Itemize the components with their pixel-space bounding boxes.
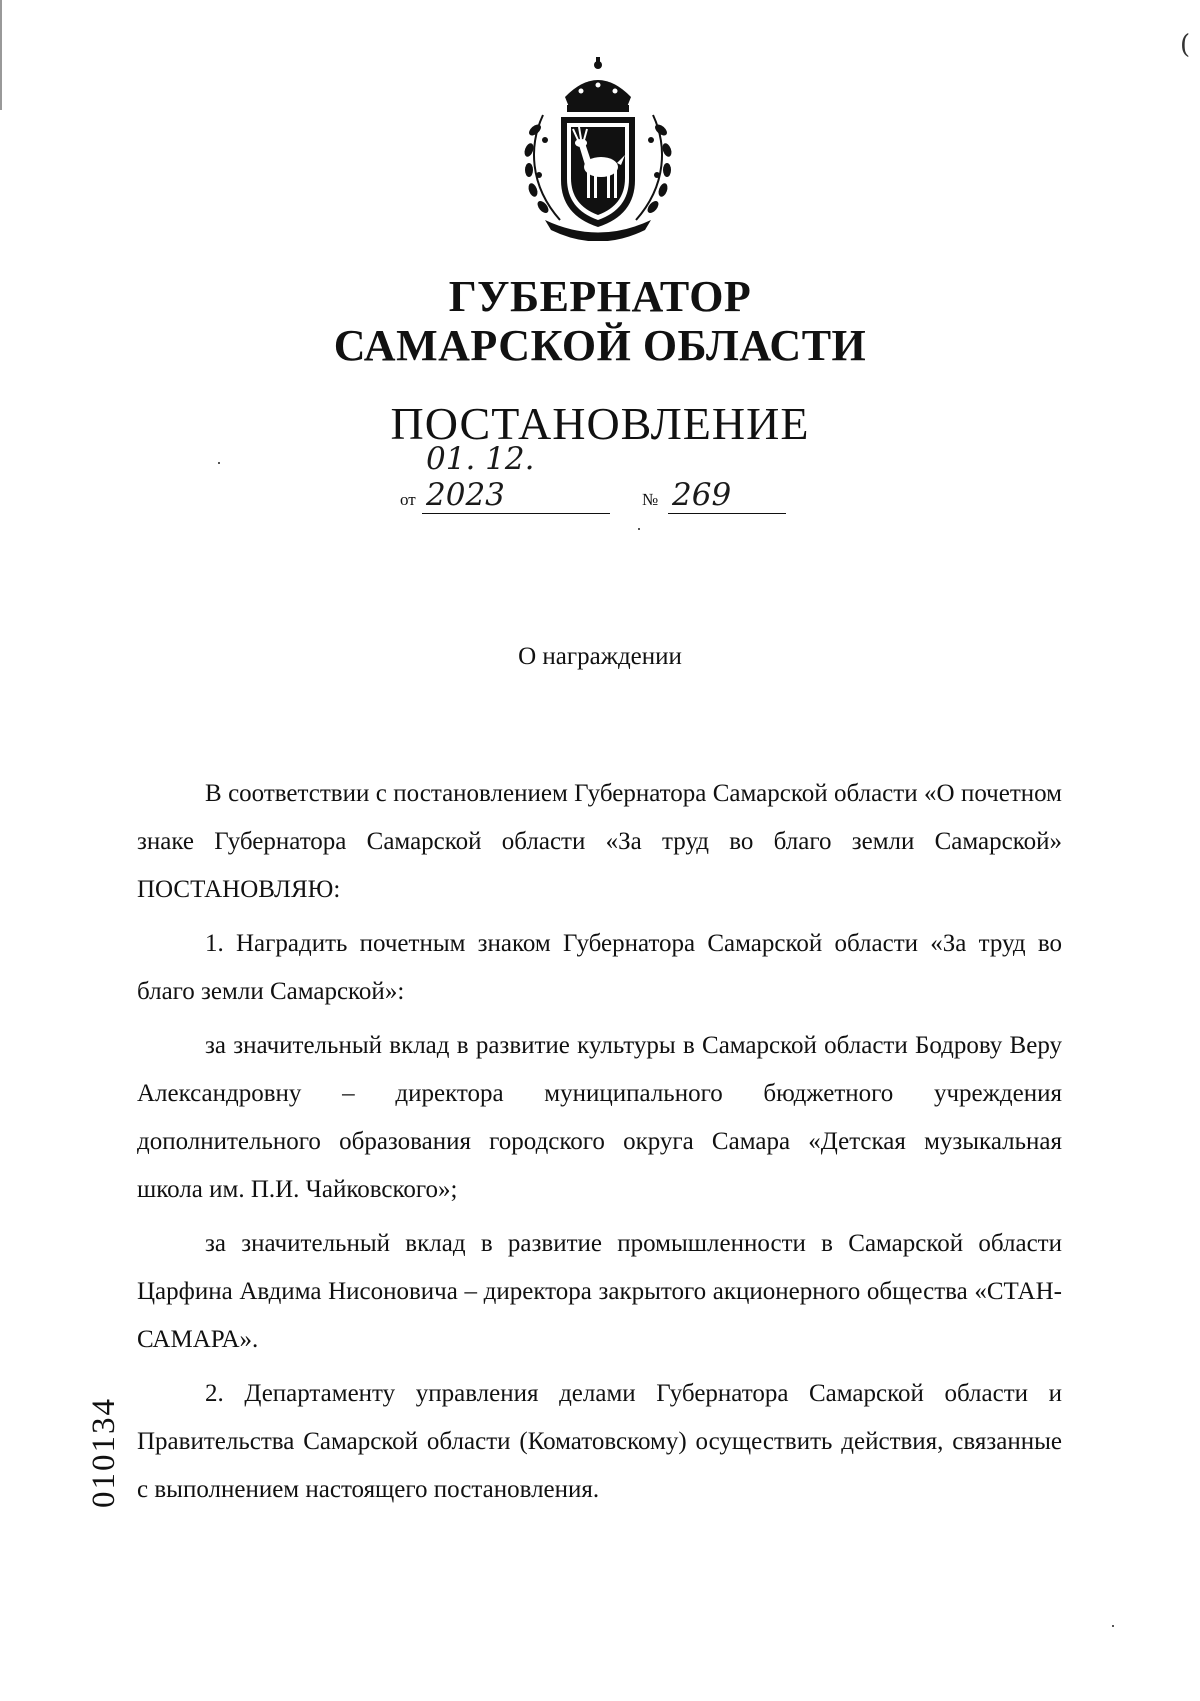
number-value: 269 — [668, 477, 786, 514]
document-subject: О награждении — [518, 643, 682, 670]
item2-paragraph: 2. Департаменту управления делами Губернатора Самарской области и Правительства Самарской области (Коматовскому) осуществить действия, связанные с выполнением настоящего постановления. — [137, 1380, 1062, 1503]
date-value: 01. 12. 2023 — [422, 441, 610, 514]
scan-speck — [1112, 1625, 1114, 1627]
number-label: № — [642, 490, 659, 509]
document-body — [137, 770, 1062, 1514]
serial-number: 010134 — [86, 1397, 122, 1508]
scan-speck — [638, 528, 640, 530]
corner-pen-mark: ( — [1180, 30, 1191, 60]
date-label: от — [400, 490, 416, 509]
item1-paragraph: 1. Наградить почетным знаком Губернатора Самарской области «За труд во благо земли Самарской»: — [137, 930, 1062, 1005]
document-type: ПОСТАНОВЛЕНИЕ — [390, 398, 810, 449]
intro-paragraph: В соответствии с постановлением Губернатора Самарской области «О почетном знаке Губернатора Самарской области «За труд во благо земли Самарской» ПОСТАНОВЛЯЮ: — [137, 780, 1062, 903]
scan-edge-line — [0, 0, 2, 110]
org-title-line1: ГУБЕРНАТОР — [448, 272, 752, 321]
coat-of-arms-emblem — [515, 55, 681, 241]
org-title-line2: САМАРСКОЙ ОБЛАСТИ — [333, 321, 867, 370]
award1-paragraph: за значительный вклад в развитие культуры в Самарской области Бодрову Веру Александровну – директора муниципального бюджетного учреждения дополнительного образования городского округа Самара «Детская музыкальная школа им. П.И. Чайковского»; — [137, 1032, 1062, 1203]
scan-speck — [218, 462, 220, 464]
registration-line — [400, 441, 820, 514]
award2-paragraph: за значительный вклад в развитие промышленности в Самарской области Царфина Авдима Нисоновича – директора закрытого акционерного общества «СТАН-САМАРА». — [137, 1230, 1062, 1353]
